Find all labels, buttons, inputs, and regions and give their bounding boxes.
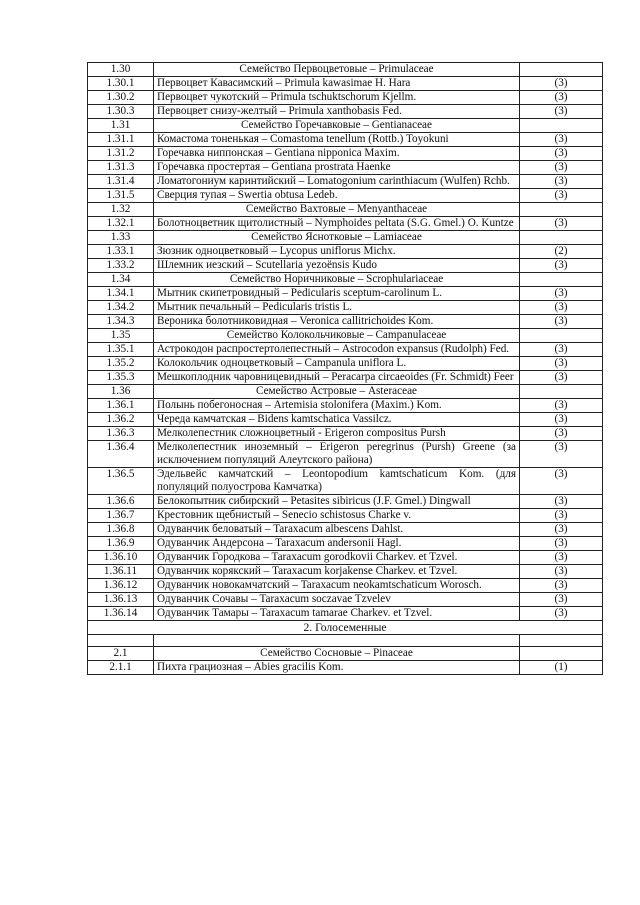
family-row [88,647,603,661]
family-row [88,329,603,343]
row-number: 1.31.2 [88,147,154,161]
spacer-row [88,635,603,647]
row-number: 1.32 [88,203,154,217]
row-number: 1.36.5 [88,468,154,495]
row-number: 1.36.14 [88,607,154,621]
row-category: (3) [520,301,603,315]
row-name: Шлемник иезский – Scutellaria yezoënsis Kudo [154,259,520,273]
row-number: 1.31.3 [88,161,154,175]
row-category: (3) [520,551,603,565]
row-category: (3) [520,357,603,371]
row-name: Мытник печальный – Pedicularis tristis L. [154,301,520,315]
table-row [88,537,603,551]
row-name: Комастома тоненькая – Comastoma tenellum (Rottb.) Toyokuni [154,133,520,147]
row-name: Семейство Астровые – Asteraceae [154,385,520,399]
row-number: 1.30.3 [88,105,154,119]
row-number: 1.34 [88,273,154,287]
family-row [88,119,603,133]
row-number: 1.31.4 [88,175,154,189]
species-table [87,62,603,675]
row-category: (1) [520,661,603,675]
row-number: 1.36.10 [88,551,154,565]
row-category: (3) [520,593,603,607]
row-number: 1.30.1 [88,77,154,91]
table-row [88,287,603,301]
table-row [88,371,603,385]
family-row [88,203,603,217]
row-name: Череда камчатская – Bidens kamtschatica Vassilcz. [154,413,520,427]
row-number [88,635,154,647]
row-number: 1.33 [88,231,154,245]
row-number: 1.32.1 [88,217,154,231]
row-name: Колокольчик одноцветковый – Campanula uniflora L. [154,357,520,371]
row-name: Мешкоплодник чаровницевидный – Peracarpa circaeoides (Fr. Schmidt) Feer [154,371,520,385]
table-row [88,91,603,105]
row-name: Крестовник щебнистый – Senecio schistosus Charke v. [154,509,520,523]
row-number: 1.31.1 [88,133,154,147]
row-name: Первоцвет снизу-желтый – Primula xanthobasis Fed. [154,105,520,119]
table-row [88,77,603,91]
row-name [154,635,520,647]
row-category [520,635,603,647]
row-number: 1.36.8 [88,523,154,537]
section-row [88,621,603,635]
row-category: (3) [520,91,603,105]
row-category: (3) [520,175,603,189]
row-number: 1.33.2 [88,259,154,273]
family-row [88,231,603,245]
family-row [88,273,603,287]
table-row [88,357,603,371]
row-name: Одуванчик новокамчатский – Taraxacum neokamtschaticum Worosch. [154,579,520,593]
row-category: (3) [520,441,603,468]
row-category: (3) [520,607,603,621]
row-number: 1.31.5 [88,189,154,203]
table-row [88,509,603,523]
section-title: 2. Голосеменные [88,621,603,635]
row-name: Вероника болотниковидная – Veronica callitrichoides Kom. [154,315,520,329]
row-number: 1.34.2 [88,301,154,315]
row-category: (3) [520,315,603,329]
row-name: Горечавка ниппонская – Gentiana nipponica Maxim. [154,147,520,161]
row-name: Эдельвейс камчатский – Leontopodium kamtschaticum Kom. (для популяций полуострова Камчатка) [154,468,520,495]
row-name: Семейство Вахтовые – Menyanthaceae [154,203,520,217]
row-category: (3) [520,565,603,579]
table-row [88,441,603,468]
table-row [88,593,603,607]
table-row [88,217,603,231]
row-number: 1.36 [88,385,154,399]
row-category: (3) [520,287,603,301]
row-number: 1.35 [88,329,154,343]
row-category: (3) [520,579,603,593]
table-row [88,147,603,161]
row-number: 1.31 [88,119,154,133]
row-number: 1.35.3 [88,371,154,385]
table-row [88,413,603,427]
row-name: Одуванчик беловатый – Taraxacum albescens Dahlst. [154,523,520,537]
row-number: 1.35.1 [88,343,154,357]
row-category [520,329,603,343]
table-row [88,661,603,675]
row-category: (3) [520,509,603,523]
row-number: 1.36.7 [88,509,154,523]
row-category: (3) [520,523,603,537]
row-number: 1.30.2 [88,91,154,105]
row-number: 1.36.12 [88,579,154,593]
table-row [88,551,603,565]
row-name: Пихта грациозная – Abies gracilis Kom. [154,661,520,675]
row-name: Мелколепестник иноземный – Erigeron peregrinus (Pursh) Greene (за исключением популяций Алеутского района) [154,441,520,468]
row-number: 1.33.1 [88,245,154,259]
row-name: Белокопытник сибирский – Petasites sibiricus (J.F. Gmel.) Dingwall [154,495,520,509]
row-name: Семейство Норичниковые – Scrophulariaceae [154,273,520,287]
row-number: 1.36.11 [88,565,154,579]
row-name: Сверция тупая – Swertia obtusa Ledeb. [154,189,520,203]
table-row [88,399,603,413]
row-category: (2) [520,245,603,259]
table-row [88,301,603,315]
row-number: 2.1 [88,647,154,661]
row-number: 1.35.2 [88,357,154,371]
row-category [520,119,603,133]
row-category [520,647,603,661]
row-category: (3) [520,217,603,231]
row-category: (3) [520,133,603,147]
row-name: Семейство Яснотковые – Lamiaceae [154,231,520,245]
row-number: 1.36.13 [88,593,154,607]
table-row [88,495,603,509]
table-row [88,427,603,441]
row-name: Горечавка простертая – Gentiana prostrata Haenke [154,161,520,175]
table-row [88,105,603,119]
row-number: 1.36.6 [88,495,154,509]
row-category: (3) [520,259,603,273]
table-row [88,259,603,273]
table-row [88,133,603,147]
row-category [520,203,603,217]
row-category [520,63,603,77]
table-row [88,523,603,537]
row-category: (3) [520,189,603,203]
row-category: (3) [520,399,603,413]
row-number: 1.36.2 [88,413,154,427]
row-number: 1.36.4 [88,441,154,468]
row-name: Мытник скипетровидный – Pedicularis sceptum-carolinum L. [154,287,520,301]
row-category: (3) [520,495,603,509]
row-category: (3) [520,77,603,91]
row-name: Одуванчик корякский – Taraxacum korjakense Charkev. et Tzvel. [154,565,520,579]
row-name: Одуванчик Сочавы – Taraxacum soczavae Tzvelev [154,593,520,607]
row-name: Одуванчик Андерсона – Taraxacum andersonii Hagl. [154,537,520,551]
table-row [88,565,603,579]
row-number: 1.34.3 [88,315,154,329]
row-category: (3) [520,537,603,551]
row-name: Семейство Сосновые – Pinaceae [154,647,520,661]
row-category: (3) [520,147,603,161]
row-name: Первоцвет чукотский – Primula tschuktschorum Kjellm. [154,91,520,105]
table-row [88,161,603,175]
table-row [88,343,603,357]
table-row [88,245,603,259]
row-category [520,231,603,245]
row-name: Семейство Первоцветовые – Primulaceae [154,63,520,77]
table-row [88,468,603,495]
row-name: Зюзник одноцветковый – Lycopus uniflorus Michx. [154,245,520,259]
row-category: (3) [520,413,603,427]
row-category [520,273,603,287]
family-row [88,385,603,399]
table-row [88,607,603,621]
table-row [88,315,603,329]
row-category: (3) [520,343,603,357]
row-number: 2.1.1 [88,661,154,675]
row-name: Полынь побегоносная – Artemisia stolonifera (Maxim.) Kom. [154,399,520,413]
table-body [88,63,603,675]
row-number: 1.36.1 [88,399,154,413]
table-row [88,579,603,593]
row-category: (3) [520,468,603,495]
table-row [88,175,603,189]
row-number: 1.36.3 [88,427,154,441]
row-category [520,385,603,399]
row-category: (3) [520,371,603,385]
row-name: Мелколепестник сложноцветный - Erigeron compositus Pursh [154,427,520,441]
row-name: Одуванчик Городкова – Taraxacum gorodkovii Charkev. et Tzvel. [154,551,520,565]
row-name: Ломатогониум каринтийский – Lomatogonium carinthiacum (Wulfen) Rchb. [154,175,520,189]
row-number: 1.30 [88,63,154,77]
row-number: 1.34.1 [88,287,154,301]
row-name: Одуванчик Тамары – Taraxacum tamarae Charkev. et Tzvel. [154,607,520,621]
row-number: 1.36.9 [88,537,154,551]
family-row [88,63,603,77]
table-row [88,189,603,203]
row-category: (3) [520,161,603,175]
row-name: Первоцвет Кавасимский – Primula kawasimae H. Hara [154,77,520,91]
row-category: (3) [520,105,603,119]
row-name: Астрокодон распростертолепестный – Astrocodon expansus (Rudolph) Fed. [154,343,520,357]
row-name: Семейство Колокольчиковые – Campanulaceae [154,329,520,343]
row-name: Болотноцветник щитолистный – Nymphoides peltata (S.G. Gmel.) O. Kuntze [154,217,520,231]
row-category: (3) [520,427,603,441]
row-name: Семейство Горечавковые – Gentianaceae [154,119,520,133]
